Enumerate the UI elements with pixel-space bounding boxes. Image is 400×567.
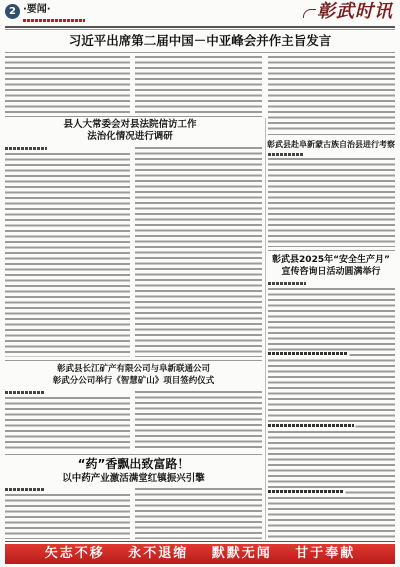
slogan-phrase: 永不退缩 — [128, 546, 189, 561]
lead-body-column-1 — [5, 56, 130, 113]
story-headline-line: 以中药产业激活满堂红镇振兴引擎 — [62, 473, 205, 484]
divider-rule — [5, 454, 262, 455]
story-body-column — [5, 397, 130, 451]
story-body-column — [268, 158, 395, 247]
slogan-phrase: 甘于奉献 — [295, 546, 356, 561]
story-body-column — [5, 494, 130, 539]
byline — [5, 488, 45, 491]
divider-rule — [268, 250, 395, 251]
subhead-line — [268, 490, 344, 494]
byline — [5, 147, 47, 150]
byline — [268, 153, 304, 156]
story-body-column — [5, 153, 130, 357]
story-headline-line: 县人大常委会对县法院信访工作 — [63, 119, 197, 130]
story-headline-line: 彰武县长江矿产有限公司与阜新联通公司 — [56, 364, 210, 374]
lead-body-column-3 — [268, 56, 395, 131]
footer-rule — [5, 541, 395, 542]
header-rule — [5, 26, 395, 28]
lead-body-column-2 — [135, 56, 262, 113]
divider-rule — [268, 134, 395, 135]
divider-rule — [5, 116, 262, 117]
story-headline-line: 彰武县2025年“安全生产月” — [272, 255, 390, 265]
subhead-line — [268, 352, 348, 356]
column-divider — [265, 118, 266, 540]
slogan-phrase: 默默无闻 — [211, 546, 272, 561]
story-body-column — [135, 391, 262, 451]
masthead-logo: 彰武时讯 — [317, 1, 393, 22]
divider-rule — [5, 360, 262, 361]
slogan-banner — [5, 544, 395, 564]
story-body-column — [135, 488, 262, 539]
byline — [5, 391, 45, 394]
byline — [268, 282, 306, 285]
lead-headline: 习近平出席第二届中国－中亚峰会并作主旨发言 — [68, 33, 332, 48]
section-title: ·要闻· — [23, 4, 51, 15]
story-headline-line: 宣传咨询日活动圆满举行 — [281, 267, 381, 277]
story-headline-line: 法治化情况进行调研 — [87, 131, 173, 142]
subhead-line — [268, 424, 354, 428]
story-headline-line: 彰武县赴阜新蒙古族自治县进行考察 — [267, 140, 395, 149]
story-headline-line: “药”香飘出致富路！ — [77, 457, 190, 471]
header-rule-thin — [5, 29, 395, 30]
page-number-badge: 2 — [5, 4, 20, 19]
news-hotline-line — [23, 19, 85, 22]
lead-headline-rule — [5, 52, 395, 53]
story-headline-line: 彰武分公司举行《智慧矿山》项目签约仪式 — [52, 376, 215, 386]
slogan-phrase: 矢志不移 — [44, 546, 105, 561]
story-body-column — [135, 147, 262, 357]
story-body-column — [268, 288, 395, 539]
